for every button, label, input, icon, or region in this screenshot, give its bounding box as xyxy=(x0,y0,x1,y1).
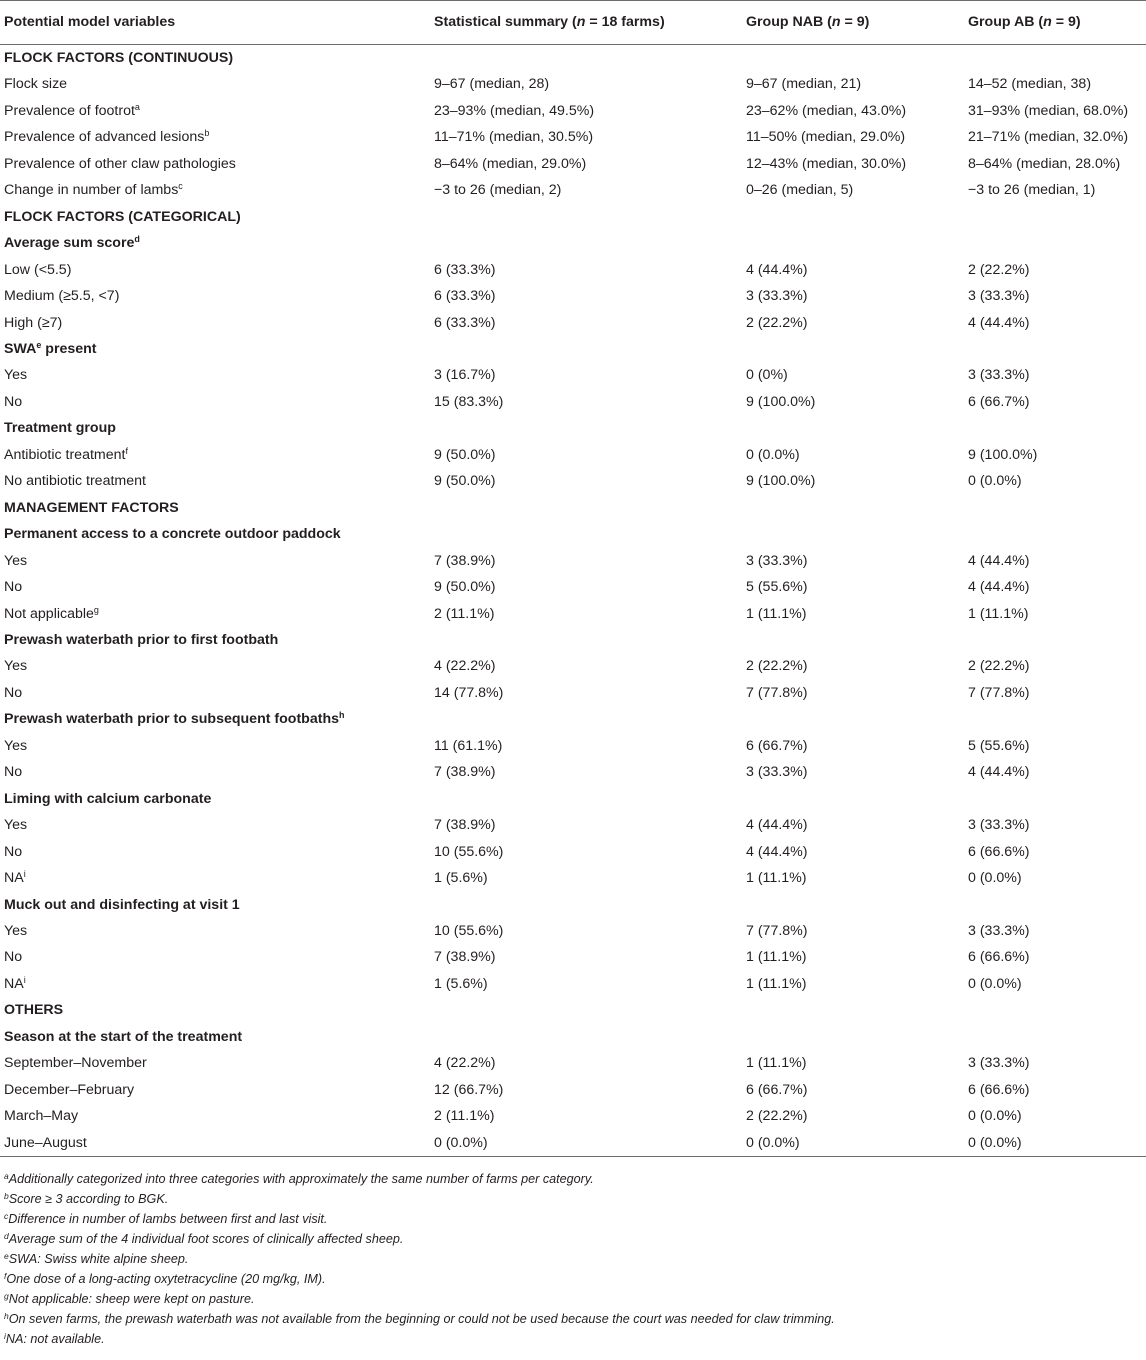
table-row xyxy=(0,1077,1146,1103)
cell-group-ab: 3 (33.3%) xyxy=(968,288,1030,305)
cell-statistical-summary: 8–64% (median, 29.0%) xyxy=(434,155,587,172)
section-header-row xyxy=(0,204,1146,230)
section-header-row xyxy=(0,45,1146,72)
cell-statistical-summary: 0 (0.0%) xyxy=(430,1130,742,1157)
row-label: Low (<5.5) xyxy=(4,261,72,278)
cell-group-nab: 5 (55.6%) xyxy=(746,579,808,596)
cell-group-ab: 3 (33.3%) xyxy=(968,817,1030,834)
table-row xyxy=(0,1103,1146,1129)
cell-statistical-summary: 9–67 (median, 28) xyxy=(434,76,550,93)
subheader-row xyxy=(0,521,1146,547)
footnote: $^h$On seven farms, the prewash waterbath was not available from the beginning or could not be used because the court was needed for claw trimming. xyxy=(4,1311,835,1327)
subheader-title: Treatment group xyxy=(4,420,116,437)
subheader-row xyxy=(0,230,1146,256)
cell-statistical-summary: 2 (11.1%) xyxy=(434,1108,495,1125)
table-row xyxy=(0,1050,1146,1076)
row-label: Yes xyxy=(4,658,28,675)
cell-group-nab: 9 (100.0%) xyxy=(746,393,816,410)
cell-statistical-summary: −3 to 26 (median, 2) xyxy=(434,182,562,199)
subheader-row xyxy=(0,415,1146,441)
cell-group-nab: 0 (0.0%) xyxy=(742,1130,964,1157)
cell-statistical-summary: 11–71% (median, 30.5%) xyxy=(434,129,594,146)
footnote: $^e$SWA: Swiss white alpine sheep. xyxy=(4,1251,189,1267)
subheader-row xyxy=(0,1024,1146,1050)
cell-group-nab: 7 (77.8%) xyxy=(746,922,808,939)
cell-statistical-summary: 6 (33.3%) xyxy=(434,261,496,278)
row-label: June–August xyxy=(0,1130,430,1157)
table-row xyxy=(0,653,1146,679)
table-row xyxy=(0,310,1146,336)
table-row xyxy=(0,98,1146,124)
cell-group-nab: 0–26 (median, 5) xyxy=(746,182,854,199)
subheader-title: Prewash waterbath prior to subsequent footbaths$^h$ xyxy=(4,710,345,728)
row-label: No xyxy=(4,393,23,410)
table-row xyxy=(0,548,1146,574)
subheader-title: Average sum score$^d$ xyxy=(4,234,140,252)
row-label: March–May xyxy=(4,1108,79,1125)
table-row xyxy=(0,971,1146,997)
table-row xyxy=(0,733,1146,759)
subheader-row xyxy=(0,627,1146,653)
cell-statistical-summary: 6 (33.3%) xyxy=(434,314,496,331)
row-label: No xyxy=(4,764,23,781)
table-row xyxy=(0,151,1146,177)
cell-statistical-summary: 4 (22.2%) xyxy=(434,658,496,675)
footnote: $^d$Average sum of the 4 individual foot scores of clinically affected sheep. xyxy=(4,1231,404,1247)
header-statistical-summary: Statistical summary (n = 18 farms) xyxy=(430,1,742,45)
table-header-row xyxy=(0,1,1146,45)
table-row xyxy=(0,1130,1146,1157)
table-row xyxy=(0,468,1146,494)
cell-group-nab: 0 (0.0%) xyxy=(746,446,800,463)
table-row xyxy=(0,257,1146,283)
cell-statistical-summary: 9 (50.0%) xyxy=(434,446,496,463)
subheader-title: Muck out and disinfecting at visit 1 xyxy=(4,896,240,913)
cell-group-nab: 1 (11.1%) xyxy=(746,870,807,887)
row-label: Yes xyxy=(4,817,28,834)
footnote: $^c$Difference in number of lambs between first and last visit. xyxy=(4,1211,328,1227)
cell-group-nab: 12–43% (median, 30.0%) xyxy=(746,155,907,172)
subheader-row xyxy=(0,786,1146,812)
footnote: $^f$One dose of a long-acting oxytetracycline (20 mg/kg, IM). xyxy=(4,1271,326,1287)
cell-group-ab: 6 (66.6%) xyxy=(968,1081,1030,1098)
cell-group-ab: 3 (33.3%) xyxy=(968,1055,1030,1072)
row-label: Yes xyxy=(4,552,28,569)
row-label: Change in number of lambs$^c$ xyxy=(4,181,183,199)
footnotes xyxy=(4,1169,1146,1349)
cell-group-nab: 4 (44.4%) xyxy=(746,843,808,860)
cell-group-ab: 2 (22.2%) xyxy=(968,261,1030,278)
subheader-title: Liming with calcium carbonate xyxy=(4,790,212,807)
cell-group-nab: 9 (100.0%) xyxy=(746,473,816,490)
cell-group-nab: 3 (33.3%) xyxy=(746,764,808,781)
cell-group-nab: 3 (33.3%) xyxy=(746,552,808,569)
row-label: No xyxy=(4,684,23,701)
cell-statistical-summary: 14 (77.8%) xyxy=(434,684,504,701)
cell-group-ab: 8–64% (median, 28.0%) xyxy=(968,155,1121,172)
table-row xyxy=(0,839,1146,865)
cell-statistical-summary: 9 (50.0%) xyxy=(434,473,496,490)
cell-group-ab: 7 (77.8%) xyxy=(968,684,1030,701)
row-label: Yes xyxy=(4,367,28,384)
cell-statistical-summary: 9 (50.0%) xyxy=(434,579,496,596)
header-group-nab: Group NAB (n = 9) xyxy=(742,1,964,45)
cell-group-ab: 5 (55.6%) xyxy=(968,737,1030,754)
cell-statistical-summary: 4 (22.2%) xyxy=(434,1055,496,1072)
cell-group-ab: 21–71% (median, 32.0%) xyxy=(968,129,1129,146)
table-row xyxy=(0,283,1146,309)
cell-statistical-summary: 11 (61.1%) xyxy=(434,737,503,754)
table-row xyxy=(0,389,1146,415)
table-row xyxy=(0,759,1146,785)
cell-group-nab: 1 (11.1%) xyxy=(746,605,807,622)
cell-statistical-summary: 3 (16.7%) xyxy=(434,367,496,384)
cell-group-nab: 1 (11.1%) xyxy=(746,949,807,966)
cell-group-nab: 1 (11.1%) xyxy=(746,975,807,992)
cell-statistical-summary: 1 (5.6%) xyxy=(434,870,488,887)
row-label: Yes xyxy=(4,922,28,939)
cell-group-nab: 9–67 (median, 21) xyxy=(746,76,862,93)
subheader-row xyxy=(0,336,1146,362)
cell-group-ab: 4 (44.4%) xyxy=(968,314,1030,331)
cell-group-ab: 31–93% (median, 68.0%) xyxy=(968,102,1129,119)
cell-group-nab: 0 (0%) xyxy=(746,367,788,384)
cell-group-ab: 1 (11.1%) xyxy=(968,605,1029,622)
cell-group-ab: 4 (44.4%) xyxy=(968,764,1030,781)
row-label: Yes xyxy=(4,737,28,754)
cell-group-ab: 14–52 (median, 38) xyxy=(968,76,1092,93)
section-title: OTHERS xyxy=(4,1002,64,1019)
row-label: No xyxy=(4,843,23,860)
table-row xyxy=(0,574,1146,600)
cell-group-ab: 0 (0.0%) xyxy=(968,1108,1022,1125)
section-title: FLOCK FACTORS (CONTINUOUS) xyxy=(4,50,234,66)
cell-group-ab: 2 (22.2%) xyxy=(968,658,1030,675)
cell-group-nab: 11–50% (median, 29.0%) xyxy=(746,129,906,146)
cell-group-ab: 0 (0.0%) xyxy=(968,473,1022,490)
cell-group-nab: 6 (66.7%) xyxy=(746,1081,808,1098)
footnote: $^b$Score ≥ 3 according to BGK. xyxy=(4,1191,169,1207)
row-label: No xyxy=(4,949,23,966)
row-label: Medium (≥5.5, <7) xyxy=(4,288,120,305)
cell-group-ab: 0 (0.0%) xyxy=(964,1130,1146,1157)
footnote: $^a$Additionally categorized into three categories with approximately the same number of farms per category. xyxy=(4,1171,594,1187)
cell-group-ab: 4 (44.4%) xyxy=(968,552,1030,569)
cell-group-nab: 4 (44.4%) xyxy=(746,817,808,834)
cell-group-ab: 3 (33.3%) xyxy=(968,367,1030,384)
row-label: Prevalence of footrot$^a$ xyxy=(4,101,140,119)
table-row xyxy=(0,944,1146,970)
cell-group-nab: 4 (44.4%) xyxy=(746,261,808,278)
cell-statistical-summary: 1 (5.6%) xyxy=(434,975,488,992)
row-label: No xyxy=(4,579,23,596)
row-label: Flock size xyxy=(4,76,68,93)
cell-group-ab: −3 to 26 (median, 1) xyxy=(968,182,1096,199)
table-row xyxy=(0,124,1146,150)
row-label: Prevalence of other claw pathologies xyxy=(4,155,236,172)
subheader-title: Prewash waterbath prior to first footbath xyxy=(4,631,279,648)
cell-statistical-summary: 7 (38.9%) xyxy=(434,817,496,834)
cell-statistical-summary: 7 (38.9%) xyxy=(434,949,496,966)
table-row xyxy=(0,812,1146,838)
section-header-row xyxy=(0,495,1146,521)
table-body xyxy=(0,45,1146,1157)
table-row xyxy=(0,918,1146,944)
row-label: $NA^i$ xyxy=(4,869,26,887)
cell-group-ab: 3 (33.3%) xyxy=(968,922,1030,939)
table-row xyxy=(0,601,1146,627)
cell-group-nab: 6 (66.7%) xyxy=(746,737,808,754)
cell-statistical-summary: 10 (55.6%) xyxy=(434,843,504,860)
cell-group-ab: 0 (0.0%) xyxy=(968,975,1022,992)
row-label: Prevalence of advanced lesions$^b$ xyxy=(4,128,210,146)
cell-group-nab: 1 (11.1%) xyxy=(746,1055,807,1072)
table-row xyxy=(0,865,1146,891)
section-header-row xyxy=(0,997,1146,1023)
section-title: FLOCK FACTORS (CATEGORICAL) xyxy=(4,208,241,225)
cell-statistical-summary: 23–93% (median, 49.5%) xyxy=(434,102,595,119)
subheader-title: Season at the start of the treatment xyxy=(4,1028,243,1045)
subheader-row xyxy=(0,706,1146,732)
subheader-row xyxy=(0,892,1146,918)
header-group-ab: Group AB (n = 9) xyxy=(964,1,1146,45)
row-label: December–February xyxy=(4,1081,135,1098)
cell-statistical-summary: 10 (55.6%) xyxy=(434,922,504,939)
cell-statistical-summary: 15 (83.3%) xyxy=(434,393,504,410)
row-label: September–November xyxy=(4,1055,147,1072)
cell-statistical-summary: 7 (38.9%) xyxy=(434,764,496,781)
cell-statistical-summary: 12 (66.7%) xyxy=(434,1081,504,1098)
row-label: No antibiotic treatment xyxy=(4,473,146,490)
table-row xyxy=(0,362,1146,388)
table-row xyxy=(0,442,1146,468)
table-row xyxy=(0,680,1146,706)
footnote: $^i$NA: not available. xyxy=(4,1331,105,1347)
cell-statistical-summary: 2 (11.1%) xyxy=(434,605,495,622)
cell-group-ab: 4 (44.4%) xyxy=(968,579,1030,596)
cell-group-ab: 6 (66.6%) xyxy=(968,843,1030,860)
cell-group-nab: 2 (22.2%) xyxy=(746,658,808,675)
cell-group-ab: 6 (66.7%) xyxy=(968,393,1030,410)
cell-group-ab: 9 (100.0%) xyxy=(968,446,1038,463)
row-label: High (≥7) xyxy=(4,314,63,331)
table-row xyxy=(0,71,1146,97)
row-label: Not applicable$^g$ xyxy=(4,604,99,622)
table-row xyxy=(0,177,1146,203)
cell-group-nab: 3 (33.3%) xyxy=(746,288,808,305)
cell-group-nab: 2 (22.2%) xyxy=(746,1108,808,1125)
cell-group-ab: 6 (66.6%) xyxy=(968,949,1030,966)
subheader-title: Permanent access to a concrete outdoor paddock xyxy=(4,526,341,543)
row-label: $NA^i$ xyxy=(4,974,26,992)
footnote: $^g$Not applicable: sheep were kept on pasture. xyxy=(4,1291,255,1307)
cell-statistical-summary: 7 (38.9%) xyxy=(434,552,496,569)
subheader-title: SWA$^e$ present xyxy=(4,339,97,357)
section-title: MANAGEMENT FACTORS xyxy=(4,499,179,516)
header-variables: Potential model variables xyxy=(0,1,430,45)
row-label: Antibiotic treatment$^f$ xyxy=(4,445,128,463)
cell-group-ab: 0 (0.0%) xyxy=(968,870,1022,887)
cell-group-nab: 7 (77.8%) xyxy=(746,684,808,701)
cell-statistical-summary: 6 (33.3%) xyxy=(434,288,496,305)
cell-group-nab: 23–62% (median, 43.0%) xyxy=(746,102,907,119)
cell-group-nab: 2 (22.2%) xyxy=(746,314,808,331)
